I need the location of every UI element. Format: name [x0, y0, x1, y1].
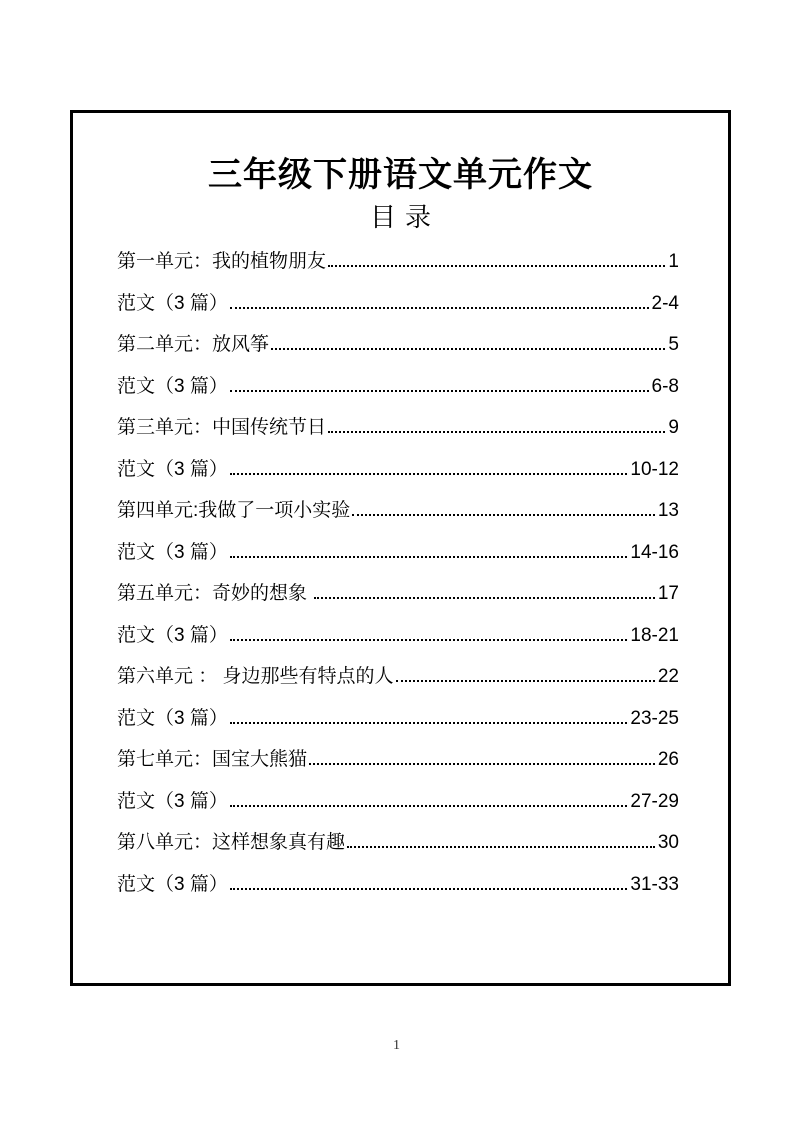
toc-dot-leader — [230, 307, 649, 309]
toc-entry-page: 26 — [657, 749, 679, 770]
toc-entry — [117, 241, 679, 283]
toc-entry-page: 5 — [668, 334, 679, 355]
toc-entry-label: 范文（3 篇） — [117, 541, 228, 563]
toc-dot-leader — [309, 763, 655, 765]
toc-list — [73, 241, 728, 905]
toc-entry-page: 17 — [657, 583, 679, 604]
toc-entry — [117, 324, 679, 366]
toc-dot-leader — [230, 473, 628, 475]
toc-entry-page: 22 — [657, 666, 679, 687]
toc-entry — [117, 822, 679, 864]
toc-heading: 目录 — [369, 203, 440, 232]
toc-dot-leader — [271, 348, 665, 350]
toc-entry — [117, 283, 679, 325]
toc-entry — [117, 698, 679, 740]
toc-entry-page: 31-33 — [630, 873, 679, 895]
toc-entry-label: 第二单元：放风筝 — [117, 334, 270, 355]
toc-entry — [117, 615, 679, 657]
toc-dot-leader — [230, 805, 628, 807]
toc-dot-leader — [328, 431, 665, 433]
toc-entry — [117, 573, 679, 615]
toc-entry — [117, 781, 679, 823]
toc-entry-page: 10-12 — [630, 458, 679, 480]
toc-entry-label: 范文（3 篇） — [117, 790, 228, 812]
toc-dot-leader — [314, 597, 655, 599]
toc-entry-label: 范文（3 篇） — [117, 375, 228, 397]
toc-dot-leader — [396, 680, 655, 682]
toc-entry-label: 范文（3 篇） — [117, 707, 228, 729]
toc-entry — [117, 739, 679, 781]
toc-entry-label: 范文（3 篇） — [117, 873, 228, 895]
toc-entry-label: 第三单元：中国传统节日 — [117, 417, 327, 438]
toc-entry-label: 范文（3 篇） — [117, 624, 228, 646]
toc-entry-page: 2-4 — [651, 292, 679, 314]
toc-entry-label: 第四单元:我做了一项小实验 — [117, 500, 351, 521]
toc-entry-label: 第七单元：国宝大熊猫 — [117, 749, 308, 770]
toc-entry — [117, 490, 679, 532]
page-border-box — [70, 110, 731, 986]
toc-entry-label: 范文（3 篇） — [117, 292, 228, 314]
toc-entry — [117, 407, 679, 449]
toc-entry-page: 6-8 — [651, 375, 679, 397]
toc-entry-page: 9 — [668, 417, 679, 438]
toc-dot-leader — [230, 556, 628, 558]
toc-entry-page: 30 — [657, 832, 679, 853]
toc-entry-page: 13 — [657, 500, 679, 521]
toc-entry-page: 23-25 — [630, 707, 679, 729]
toc-entry-label: 第六单元 ： 身边那些有特点的人 — [117, 666, 394, 687]
toc-dot-leader — [230, 888, 628, 890]
toc-entry-label: 第五单元：奇妙的想象 — [117, 583, 313, 604]
toc-entry-page: 27-29 — [630, 790, 679, 812]
toc-entry-label: 第八单元：这样想象真有趣 — [117, 832, 346, 853]
toc-entry — [117, 864, 679, 906]
toc-entry-page: 18-21 — [630, 624, 679, 646]
toc-entry — [117, 532, 679, 574]
document-title: 三年级下册语文单元作文 — [208, 156, 593, 194]
toc-dot-leader — [352, 514, 655, 516]
toc-dot-leader — [230, 390, 649, 392]
toc-dot-leader — [230, 722, 628, 724]
toc-entry-label: 范文（3 篇） — [117, 458, 228, 480]
toc-entry — [117, 366, 679, 408]
toc-entry — [117, 449, 679, 491]
toc-dot-leader — [230, 639, 628, 641]
footer-page-number: 1 — [393, 1038, 400, 1053]
toc-entry-page: 14-16 — [630, 541, 679, 563]
toc-entry-page: 1 — [668, 251, 679, 272]
toc-entry — [117, 656, 679, 698]
toc-entry-label: 第一单元：我的植物朋友 — [117, 251, 327, 272]
toc-dot-leader — [347, 846, 655, 848]
toc-dot-leader — [328, 265, 665, 267]
